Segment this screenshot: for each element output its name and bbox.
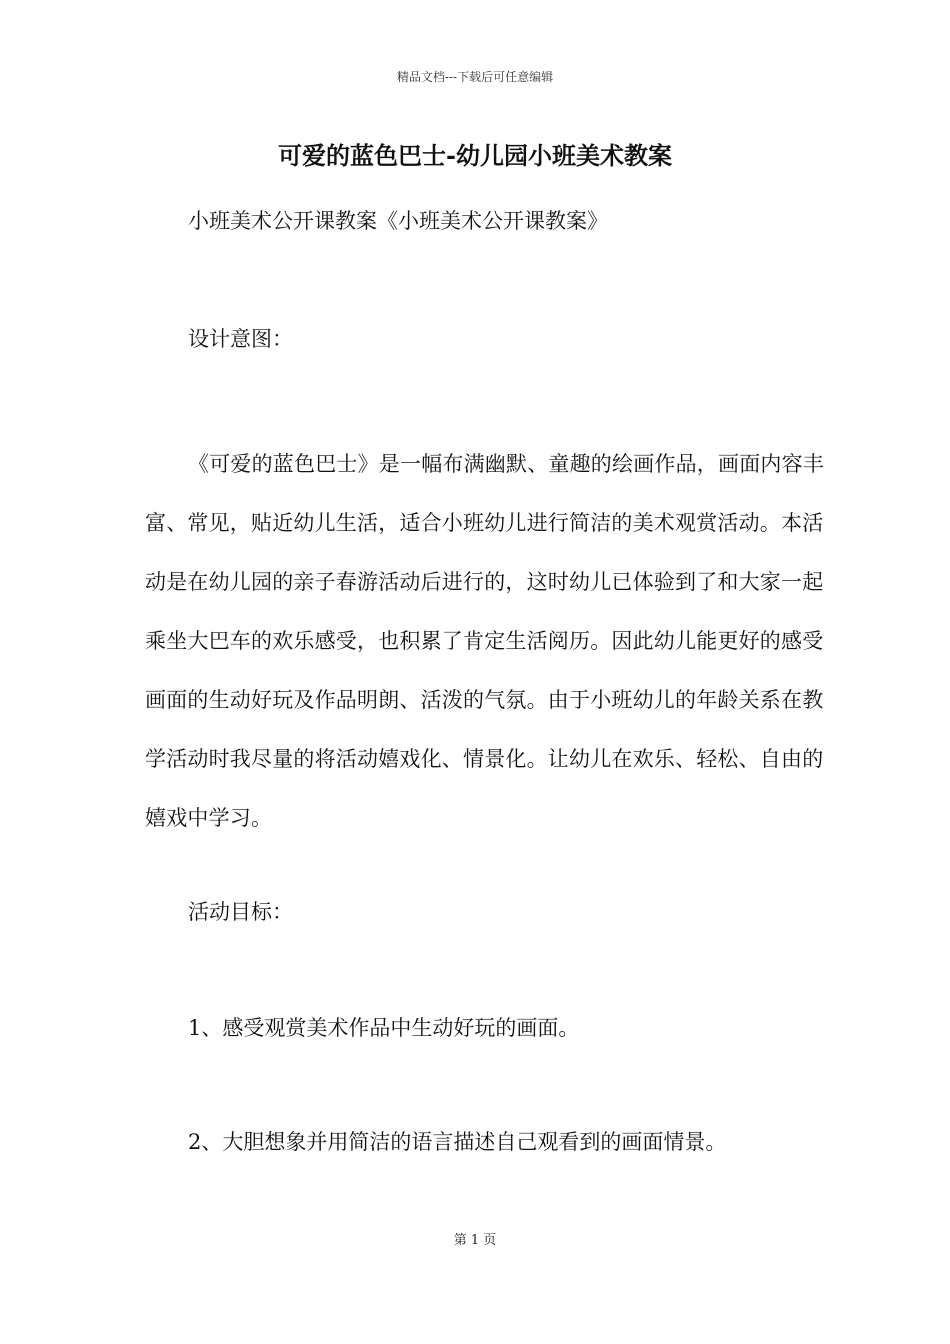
goal-item: 2、大胆想象并用简洁的语言描述自己观看到的画面情景。 (188, 1130, 727, 1154)
document-subtitle: 小班美术公开课教案《小班美术公开课教案》 (188, 209, 608, 233)
goal-item: 1、感受观赏美术作品中生动好玩的画面。 (188, 1016, 580, 1040)
design-paragraph: 《可爱的蓝色巴士》是一幅布满幽默、童趣的绘画作品，画面内容丰富、常见，贴近幼儿生活，适合小班幼儿进行简洁的美术观赏活动。本活动是在幼儿园的亲子春游活动后进行的，这时幼儿已体验到了和大家一起乘坐大巴车的欢乐感受，也积累了肯定生活阅历。因此幼儿能更好的感受画面的生动好玩及作品明朗、活泼的气氛。由于小班幼儿的年龄关系在教学活动时我尽量的将活动嬉戏化、情景化。让幼儿在欢乐、轻松、自由的嬉戏中学习。 (145, 452, 824, 830)
document-title: 可爱的蓝色巴士-幼儿园小班美术教案 (278, 141, 672, 170)
page-number: 第 1 页 (453, 1233, 497, 1248)
design-heading: 设计意图： (188, 327, 293, 351)
header-note: 精品文档---下载后可任意编辑 (396, 70, 554, 84)
goals-heading: 活动目标： (188, 900, 293, 924)
